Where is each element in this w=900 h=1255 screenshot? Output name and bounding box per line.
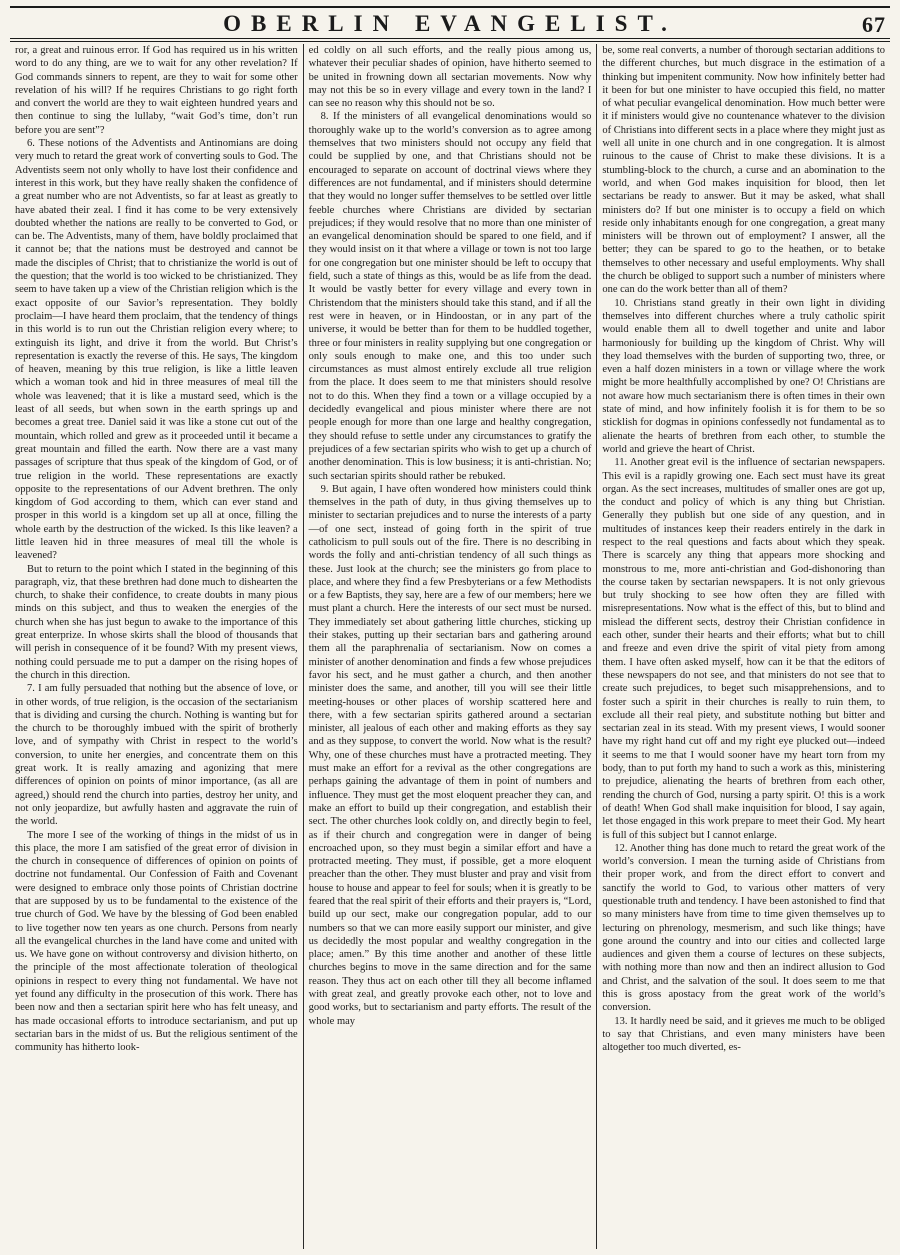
paragraph: 6. These notions of the Adventists and Antinomians are doing very much to retard the great work of converting souls to God. The Adventists seem not only wholly to have lost their confidence and interest in this work, but they have really shaken the confidence of a great number who are not Adventists, so far at least as greatly to have abated their zeal. I find it has come to be very extensively doubted whether the nations are really to be converted to God, or can be. The Adventists, many of them, have boldly proclaimed that it cannot be; that the nations must be destroyed and cannot be made the disciples of Christ; that to christianize the world is out of the question; that the world is too wicked to be christianized. They seem to have taken up a view of the Christian religion which is the exact opposite of our Savior’s representation. They boldly proclaim—I have heard them proclaim, that the tendency of things in this world is to run out the Christian religion every where; to extinguish its light, and drive it from the world. But Christ’s representation is exactly the reverse of this. He says, The kingdom of heaven, meaning by this true religion, is like a little leaven which a woman took and hid in three measures of meal till the whole was leavened; that it is like a mustard seed, which is the least of all seeds, but when sown in the earth springs up and becomes a great tree. Daniel said it was like a stone cut out of the mountain, which rolled and grew as it proceeded until it became a great mountain and filled the earth. Now there are a vast many passages of scripture that thus speak of the kingdom of God, or of true religion in the world. These representations are exactly opposite to the representations of our Advent brethren. The only kingdom of God according to them, which can ever stand and prosper in this world is a kingdom set up all at once, filling the whole earth by the destruction of the wicked. Is this like leaven? a little leaven hid in three measures of meal till the whole is leavened? <box>15 138 298 562</box>
column-3 <box>596 44 890 1249</box>
paragraph: ror, a great and ruinous error. If God has required us in his written word to do any thing, are we to wait for any other revelation? If God commands sinners to repent, are they to wait for some other revelation of his will? If he requires Christians to go right forth and convert the world are they to wait eighteen hundred years and then continue to sing the lullaby, “wait God’s time, don’t run before you are sent”? <box>15 45 298 136</box>
publication-title: OBERLIN EVANGELIST. <box>223 11 677 36</box>
paragraph: 10. Christians stand greatly in their own light in dividing themselves into different churches where a truly catholic spirit would enable them all to dwell together and unite and labor harmoniously for building up the kingdom of Christ. Why will they load themselves with the burden of supporting two, three, or even a half dozen ministers in a town or village where the work might be more healthfully accomplished by one? O! Christians are not aware how much sectarianism there is often times in their own state of mind, and how infinitely foolish it is for them to be so sticklish for dogmas in opinions confessedly not fundamental as to alienate the hearts of brethren from each other, to stumble the world and grieve the heart of Christ. <box>602 297 886 455</box>
top-rule <box>10 6 890 8</box>
text-columns <box>10 44 890 1249</box>
paragraph: The more I see of the working of things in the midst of us in this place, the more I am satisfied of the great error of division in the church in consequence of differences of opinion on points of doctrine not fundamental. Our Confession of Faith and Covenant were designed to embrace only those points of Christian doctrine that are supposed by us to be fundamental to the existence of the true church of God. We have by the blessing of God been enabled to live together now ten years as one church. Persons from nearly all the evangelical churches in the land have come and united with us. We have gone on without controversy and division hitherto, on the principle of the most affectionate toleration of theological opinions in respect to every thing not fundamental. We have not yet found any difficulty in the prosecution of this work. There has been now and then a sectarian spirit here who has felt uneasy, and has made occasional efforts to introduce sectarianism, and put up sectarian bars in the midst of us. But the religious sentiment of the community has hitherto look- <box>15 829 298 1054</box>
page-number: 67 <box>862 12 886 37</box>
paragraph: 11. Another great evil is the influence of sectarian newspapers. This evil is a rapidly growing one. Each sect must have its great organ. As the sect increases, multitudes of smaller ones are got up, the conduct and policy of which is any thing but Christian. Generally they publish but one side of any question, and in multitudes of instances keep their readers entirely in the dark in respect to the real questions and facts about which they speak. There is scarcely any thing that appears more shocking and monstrous to me, more anti-christian and God-dishonoring than the course taken by sectarian newspapers. It is not only grievous but truly shocking to see how often they are filled with misrepresentations. Now what is the effect of this, but to blind and mislead the different sects, destroy their Christian confidence in each other, sunder their hearts and their efforts; what but to chill and freeze and even drive the spirit of vital piety from among them. I have often asked myself, how can it be that the editors of these newspapers do not see, and that ministers do not see that to create such prejudices, to beget such misapprehensions, and to foster such a spirit in their churches is really to ruin them, to exclude all their real piety, and substitute nothing but bitter and sectarian zeal in its stead. With my present views, I would sooner have my right hand cut off and my right eye plucked out—indeed it seems to me that I would sooner have my heart torn from my body, than to put forth my hand to such a work as this, ministering to prejudice, alienating the hearts of brethren from each other, rending the church of God, nursing a party spirit. O! this is a work of death! When God shall make inquisition for blood, I say again, let those engaged in this work prepare to meet their God. My heart is full of this subject but I cannot enlarge. <box>602 457 886 841</box>
paragraph: But to return to the point which I stated in the beginning of this paragraph, viz, that these brethren had done much to dishearten the church, to shake their confidence, to create doubts in many pious minds on this subject, and thus to weaken the energies of the church when she has just begun to awake to the importance of this great enterprize. In whose skirts shall the blood of thousands that will perish in consequence of it be found? With my present views, nothing could persuade me to put a damper on the rising hopes of the church in this direction. <box>15 563 298 681</box>
paragraph: 9. But again, I have often wondered how ministers could think themselves in the path of duty, in thus giving themselves up to minister to sectarian prejudices and to nurse the interests of a party—of one sect, instead of going forth in the spirit of true catholicism to pull souls out of the fire. There is no describing in words the folly and anti-christian tendency of all such things as these. Just look at the church; see the ministers go from place to place, and where they find a few Presbyterians or a few Methodists or a few Baptists, they say, here are a few of our members; here we must plant a church. Here the interests of our sect must be nursed. They immediately set about gathering little churches, sticking up their stakes, putting up their sectarian bars and gathering around them all the paraphrenalia of sectarianism. Now on comes a minister of another denomination and finds a few whose prejudices favor his sect, and he must gather a church, and then another minister does the same, and another, till you will see their little meeting-houses or other places of worship scattered here and there, with a few sectarian spirits gathered around a sectarian minister, all jealous of each other and making efforts as they say and as they suppose, to convert the world. Now what is the result? Why, one of these churches must have a protracted meeting. They must make an effort for a revival as the other congregations are perhaps gaining the advantage of them in point of numbers and influence. They must get the most eloquent preacher they can, and make an effort to build up their congregation, and establish their sect. The other churches look coldly on, and directly begin to feel, as if their church and congregation were in danger of being encroached upon, so they must begin a similar effort and have a protracted meeting. They must, if possible, get a more eloquent preacher than the other. They must bluster and pray and visit from house to house and appear to feel for souls; when it is greatly to be feared that the real spirit of their efforts and their prayers is, “Lord, build up our sect, make our congregation popular, add to our numbers so that we can more easily support our minister, and give us decidedly the most popular and wealthy congregation in the place; amen.” By this time another and another of these little churches begins to move in the same direction and for the same reason. They thus act on each other till they all become inflamed with great zeal, and greatly provoke each other, not to love and good works, but to sectarianism and party efforts. The result of the whole may <box>308 483 592 1027</box>
header-rule-double <box>10 41 890 42</box>
masthead <box>10 10 890 38</box>
paragraph: 7. I am fully persuaded that nothing but the absence of love, or in other words, of true religion, is the occasion of the sectarianism that is dividing and cursing the church. Nothing is wanting but for the church to be thoroughly imbued with the spirit of brotherly love, and of sympathy with Christ in respect to the world’s conversion, to unite her energies, and concentrate them on this great work. It is really amazing and agonizing that mere differences of opinion on points of minor importance, (as all are agreed,) should rend the church into parties, destroy her unity, and not only jeopardize, but awfully hasten and aggravate the ruin of the world. <box>15 683 298 828</box>
column-2 <box>303 44 597 1249</box>
paragraph: 8. If the ministers of all evangelical denominations would so thoroughly wake up to the world’s conversion as to agree among themselves that two ministers should not occupy any field that could be supplied by one, and that Christians should not be encouraged to separate on account of doctrinal views where they differences are not fundamental, and if ministers should determine that they would no longer suffer themselves to be settled over little feeble churches where Christians are divided by sectarian prejudices; if they would resolve that no more than one minister of an evangelical denomination should be spared to one field, and if they would insist on it that where a village or town is not too large for one congregation but one minister should be left to occupy that field, such a state of things as this, would be as life from the dead. It would be vastly better for every village and every town in Christendom that the ministers should take this stand, and if all the rest were in heaven, or in Hindoostan, or in any part of the universe, it would be better than for them to be huddled together, three or four ministers in reality supplying but one congregation or only souls enough to make one, and this too under such circumstances as must almost entirely exclude all true religion from the place. It does seem to me that ministers should resolve not to do this. When they find a town or a village occupied by a decidedly evangelical and pious minister where there are not people enough for more than one large and healthy congregation, they should refuse to settle under any circumstances to gratify the prejudices of a few sectarian spirits who wish to get up a church of another denomination. This is low business; it is anti-christian. No; such sectarian spirits should rather be rebuked. <box>308 111 592 482</box>
paragraph: 13. It hardly need be said, and it grieves me much to be obliged to say that Christians, and even many ministers have been altogether too much diverted, es- <box>602 1015 886 1054</box>
paragraph: 12. Another thing has done much to retard the great work of the world’s conversion. I mean the turning aside of Christians from their proper work, and from the direct effort to convert and sanctify the world to God, to various other matters of very questionable truth and tendency. I have been astonished to find that so many ministers have from time to time given themselves up to lecturing on phrenology, mesmerism, and such like things; have gone around the country and into our cities and collected large audiences and given them a course of lectures on these subjects, with nothing more than now and then an indirect allusion to God and Christ, and the salvation of the soul. It does seem to me that this is gross apostacy from the great work of the world’s conversion. <box>602 842 886 1014</box>
header-rule <box>10 38 890 39</box>
paragraph: be, some real converts, a number of thorough sectarian additions to the different churches, but much disgrace in the estimation of a thinking but impenitent community. Now how infinitely better had it been for but one minister to have occupied this field, no matter of what peculiar evangelical denomination. How much better were it if ministers would give no countenance whatever to the division of Christians into different sects in a place where they might just as well all unite in one church and in one congregation. It is almost ruinous to the cause of Christ to make these divisions. It is a stumbling-block to the church, a curse and an abomination to the world, and when God makes inquisition for blood, then let sectarians be ready to answer. But it may be asked, what shall ministers do? If but one minister is to occupy a field on which reside only inhabitants enough for one congregation, a great many ministers will be thrown out of employment? I answer, all the better; they can be spared to go to the heathen, or to betake themselves to other necessary and useful employments. Why shall the church be obliged to support such a number of ministers where one can do the work better than all of them? <box>602 45 886 296</box>
paragraph: ed coldly on all such efforts, and the really pious among us, whatever their peculiar shades of opinion, have hitherto seemed to be united in frowning down all sectarian movements. Now why may not this be so in every village and every town in the land? I can see no reason why this should not be so. <box>308 45 592 110</box>
column-1 <box>10 44 303 1249</box>
